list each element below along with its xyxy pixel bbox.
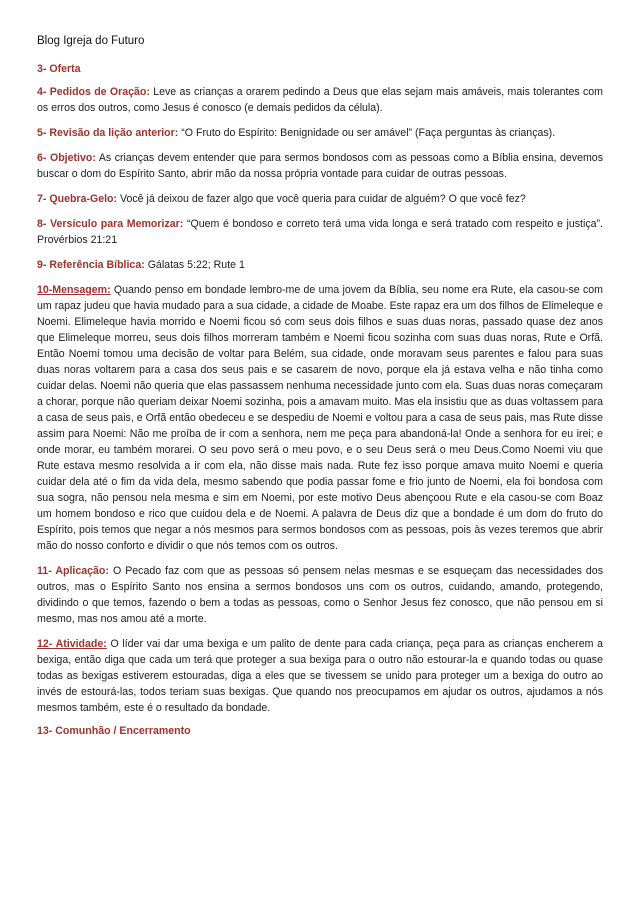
- section-objetivo-text: As crianças devem entender que para sermos bondosos com as pessoas como a Bíblia ensina, devemos buscar o dom do Espírito Santo, abrir mão da nossa própria vontade para cuidar de outras pessoas.: [37, 152, 603, 180]
- blog-title: Blog Igreja do Futuro: [37, 35, 145, 47]
- section-referencia-label: 9- Referência Bíblica:: [37, 259, 145, 271]
- document-page: [37, 35, 603, 746]
- section-versiculo: [37, 216, 603, 248]
- section-mensagem-label: 10-Mensagem:: [37, 284, 111, 296]
- section-quebra-gelo-text: Você já deixou de fazer algo que você queria para cuidar de alguém? O que você fez?: [117, 193, 526, 205]
- section-mensagem: [37, 282, 603, 554]
- section-pedidos-oracao-text: Leve as crianças a orarem pedindo a Deus que elas sejam mais amáveis, mais tolerantes com os erros dos outros, como Jesus é conosco (e demais pedidos da célula).: [37, 86, 603, 114]
- section-pedidos-oracao: [37, 84, 603, 116]
- section-referencia-text: Gálatas 5:22; Rute 1: [144, 259, 245, 271]
- section-pedidos-oracao-label: 4- Pedidos de Oração:: [37, 86, 150, 98]
- section-versiculo-text: “Quem é bondoso e correto terá uma vida longa e será tratado com respeito e justiça”. Provérbios 21:21: [37, 218, 603, 246]
- section-revisao: [37, 125, 603, 141]
- section-revisao-text: “O Fruto do Espírito: Benignidade ou ser amável” (Faça perguntas às crianças).: [178, 127, 556, 139]
- section-oferta-heading: 3- Oferta: [37, 63, 81, 75]
- section-objetivo: [37, 150, 603, 182]
- section-aplicacao: [37, 563, 603, 627]
- section-referencia: [37, 257, 603, 273]
- section-quebra-gelo-label: 7- Quebra-Gelo:: [37, 193, 118, 205]
- section-atividade-text: O líder vai dar uma bexiga e um palito de dente para cada criança, peça para as crianças encherem a bexiga, então diga que cada um terá que proteger a sua bexiga para o outro não estourar-la e quando todas ou quase todas as bexigas estiverem estouradas, diga a eles que se tivessem se unido para proteger um a bexiga do outro ao invés de estourá-las, todos teriam suas bexigas. Que quando nos preocupamos em ajudar os outros, ajudamos a nós mesmos também, este é o resultado da bondade.: [37, 638, 603, 714]
- section-atividade: [37, 636, 603, 716]
- section-revisao-label: 5- Revisão da lição anterior:: [37, 127, 179, 139]
- section-aplicacao-text: O Pecado faz com que as pessoas só pensem nelas mesmas e se esqueçam das necessidades dos outros, mas o Espírito Santo nos ensina a sermos bondosos uns com os outros, cuidando, amando, protegendo, dividindo o que temos, fazendo o bem a todas as pessoas, como o Senhor Jesus fez conosco, que não pensou em si mesmo, mas nos amou até a morte.: [37, 565, 603, 625]
- section-comunhao-heading: 13- Comunhão / Encerramento: [37, 725, 191, 737]
- section-objetivo-label: 6- Objetivo:: [37, 152, 96, 164]
- section-quebra-gelo: [37, 191, 603, 207]
- section-aplicacao-label: 11- Aplicação:: [37, 565, 109, 577]
- section-versiculo-label: 8- Versículo para Memorizar:: [37, 218, 184, 230]
- section-mensagem-text: Quando penso em bondade lembro-me de uma jovem da Bíblia, seu nome era Rute, ela casou-se com um rapaz judeu que havia mudado para a sua cidade, a cidade de Moabe. Este rapaz era um dos filhos de Elimeleque e Noemi. Elimeleque havia morrido e Noemi ficou só com seus dois filhos e suas duas noras, passado quase dez anos que Elimeleque morreu, seus dois filhos morreram também e Noemi ficou sozinha com suas duas noras, Rute e Orfã. Então Noemi tomou uma decisão de voltar para Belém, sua cidade, onde moravam seus parentes e falou para suas duas noras voltarem para a casa dos seus pais e se casarem de novo, porque ela já estava velha e não tinha como cuidar delas. Noemi não queria que elas passassem nenhuma necessidade junto com ela. Suas duas noras começaram a chorar, porque não queriam deixar Noemi sozinha, pois a amavam muito. Mas ela insistiu que as duas voltassem para a casa de seus pais, e Orfã então obedeceu e se despediu de Noemi e voltou para a casa de seus pais, mas Rute disse assim para Noemi: Não me proíba de ir com a senhora, nem me peça para abandoná-la! Onde a senhora for eu irei; e onde morar, eu também morarei. O seu povo será o meu povo, e o seu Deus será o meu Deus.Como Noemi viu que Rute estava mesmo resolvida a ir com ela, não disse mais nada. Rute fez isso porque amava muito Noemi e queria cuidar dela até o fim da vida dela, mesmo sabendo que podia passar fome e frio junto de Noemi, ela foi bondosa com sua sogra, não pensou nela mesma e sim em Noemi, por este motivo Deus abençoou Rute e ela casou-se com Boaz um homem bondoso e rico que cuidou dela e de Noemi. A palavra de Deus diz que a bondade é um dom do fruto do Espírito, pois temos que negar a nós mesmos para sermos bondosos com as pessoas, pois às vezes teremos que abrir mão do nosso conforto e dividir o que nós temos com os outros.: [37, 284, 603, 552]
- section-atividade-label: 12- Atividade:: [37, 638, 107, 650]
